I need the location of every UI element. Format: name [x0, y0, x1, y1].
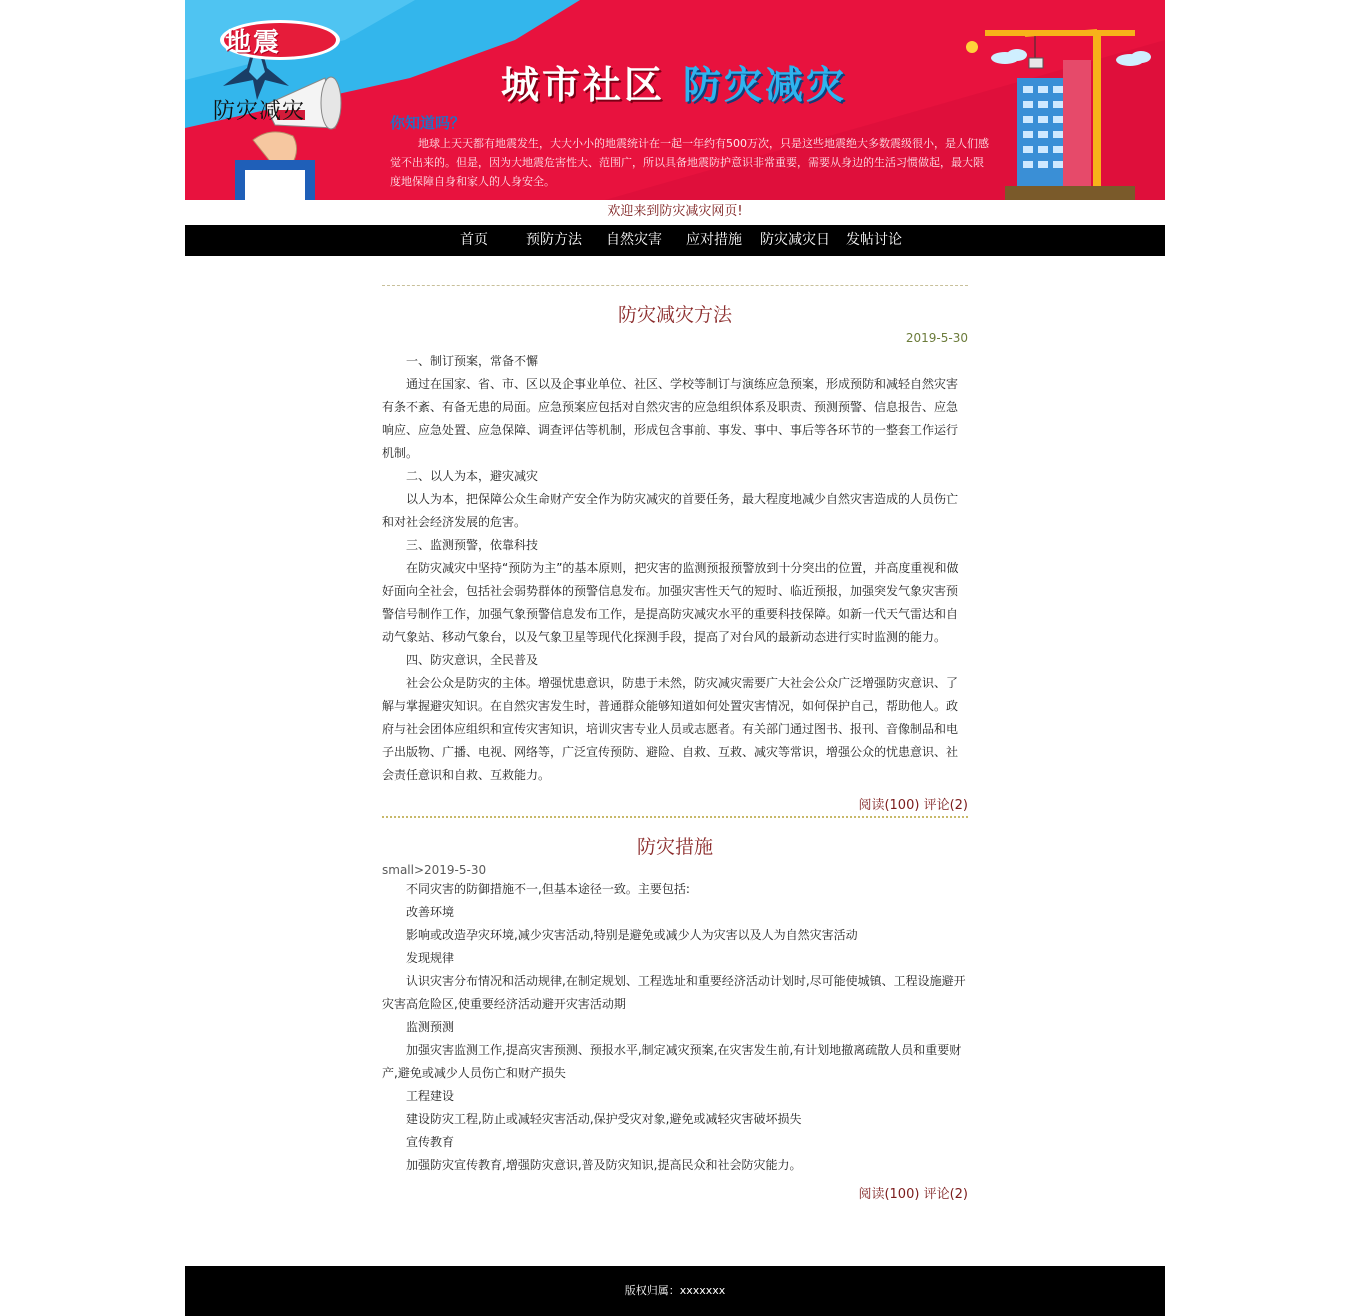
site-logo[interactable]: 防灾减灾	[213, 99, 306, 124]
footer	[185, 1266, 1165, 1316]
article-heading: 工程建设	[406, 1089, 455, 1103]
comment-count-link[interactable]: 评论(2)	[923, 1187, 968, 1202]
copyright-text: 版权归属：xxxxxxx	[624, 1284, 726, 1297]
article-paragraph: 建设防灾工程,防止或减轻灾害活动,保护受灾对象,避免或减轻灾害破坏损失	[406, 1112, 802, 1126]
divider	[382, 816, 968, 818]
article-title[interactable]: 防灾减灾方法	[617, 304, 732, 326]
article-paragraph: 通过在国家、省、市、区以及企事业单位、社区、学校等制订与演练应急预案，形成预防和减轻自然灾害有条不紊、有备无患的局面。应急预案应包括对自然灾害的应急组织体系及职责、预测预警、信息报告、应急响应、应急处置、应急保障、调查评估等机制，形成包含事前、事发、事中、事后等各环节的一整套工作运行机制。	[382, 377, 959, 460]
article-body	[382, 350, 968, 787]
article-paragraph: 加强灾害监测工作,提高灾害预测、预报水平,制定减灾预案,在灾害发生前,有计划地撤离疏散人员和重要财产,避免或减少人员伤亡和财产损失	[382, 1043, 962, 1080]
article-heading: 三、监测预警，依靠科技	[406, 538, 539, 552]
main-nav	[185, 225, 1165, 256]
nav-home[interactable]: 首页	[460, 232, 488, 248]
banner-text: 地球上天天都有地震发生，大大小小的地震统计在一起一年约有500万次，只是这些地震绝大多数震级很小，是人们感觉不出来的。但是，因为大地震危害性大、范围广，所以具备地震防护意识非常重要，需要从身边的生活习惯做起，最大限度地保障自身和家人的人身安全。	[390, 137, 989, 188]
article-date: 2019-5-30	[905, 331, 968, 345]
banner-question: 你知道吗？	[390, 114, 466, 132]
article-paragraph: 认识灾害分布情况和活动规律,在制定规划、工程选址和重要经济活动计划时,尽可能使城镇、工程设施避开灾害高危险区,使重要经济活动避开灾害活动期	[382, 974, 966, 1011]
nav-forum[interactable]: 发帖讨论	[846, 232, 902, 248]
article-heading: 改善环境	[406, 905, 455, 919]
article-heading: 发现规律	[406, 951, 455, 965]
article-heading: 四、防灾意识，全民普及	[406, 653, 539, 667]
article-heading: 二、以人为本，避灾减灾	[406, 469, 539, 483]
article-body	[382, 878, 968, 1177]
article-heading: 监测预测	[406, 1020, 455, 1034]
welcome-message: 欢迎来到防灾减灾网页!	[607, 204, 743, 219]
article-meta	[382, 794, 968, 813]
banner-title	[501, 54, 847, 109]
article-date: small>2019-5-30	[382, 863, 487, 877]
divider	[382, 285, 968, 286]
read-count-link[interactable]: 阅读(100)	[858, 798, 920, 813]
nav-natural-disasters[interactable]: 自然灾害	[606, 232, 662, 248]
banner-title-part2: 防灾减灾	[683, 63, 848, 107]
article-heading: 一、制订预案，常备不懈	[406, 354, 539, 368]
article-paragraph: 影响或改造孕灾环境,减少灾害活动,特别是避免或减少人为灾害以及人为自然灾害活动	[406, 928, 858, 942]
article-paragraph: 加强防灾宣传教育,增强防灾意识,普及防灾知识,提高民众和社会防灾能力。	[406, 1158, 802, 1172]
nav-response-measures[interactable]: 应对措施	[686, 232, 742, 248]
nav-prevention-methods[interactable]: 预防方法	[526, 232, 582, 248]
article-heading: 宣传教育	[406, 1135, 455, 1149]
article-title[interactable]: 防灾措施	[636, 836, 713, 858]
banner-quake-badge: 地震	[225, 28, 282, 58]
article-meta	[382, 1183, 968, 1202]
comment-count-link[interactable]: 评论(2)	[923, 798, 968, 813]
nav-disaster-reduction-day[interactable]: 防灾减灾日	[760, 232, 830, 248]
banner-title-part1: 城市社区	[501, 63, 666, 107]
article-paragraph: 以人为本，把保障公众生命财产安全作为防灾减灾的首要任务，最大程度地减少自然灾害造成的人员伤亡和对社会经济发展的危害。	[382, 492, 959, 529]
article-paragraph: 社会公众是防灾的主体。增强忧患意识，防患于未然，防灾减灾需要广大社会公众广泛增强防灾意识、了解与掌握避灾知识。在自然灾害发生时，普通群众能够知道如何处置灾害情况，如何保护自己，帮助他人。政府与社会团体应组织和宣传灾害知识，培训灾害专业人员或志愿者。有关部门通过图书、报刊、音像制品和电子出版物、广播、电视、网络等，广泛宣传预防、避险、自救、互救、减灾等常识，增强公众的忧患意识、社会责任意识和自救、互救能力。	[382, 676, 959, 782]
read-count-link[interactable]: 阅读(100)	[858, 1187, 920, 1202]
header-banner	[185, 0, 1165, 200]
article-paragraph: 在防灾减灾中坚持“预防为主”的基本原则，把灾害的监测预报预警放到十分突出的位置，并高度重视和做好面向全社会，包括社会弱势群体的预警信息发布。加强灾害性天气的短时、临近预报，加强突发气象灾害预警信号制作工作，加强气象预警信息发布工作，是提高防灾减灾水平的重要科技保障。如新一代天气雷达和自动气象站、移动气象台，以及气象卫星等现代化探测手段，提高了对台风的最新动态进行实时监测的能力。	[382, 561, 959, 644]
article-paragraph: 不同灾害的防御措施不一,但基本途径一致。主要包括:	[406, 882, 690, 896]
